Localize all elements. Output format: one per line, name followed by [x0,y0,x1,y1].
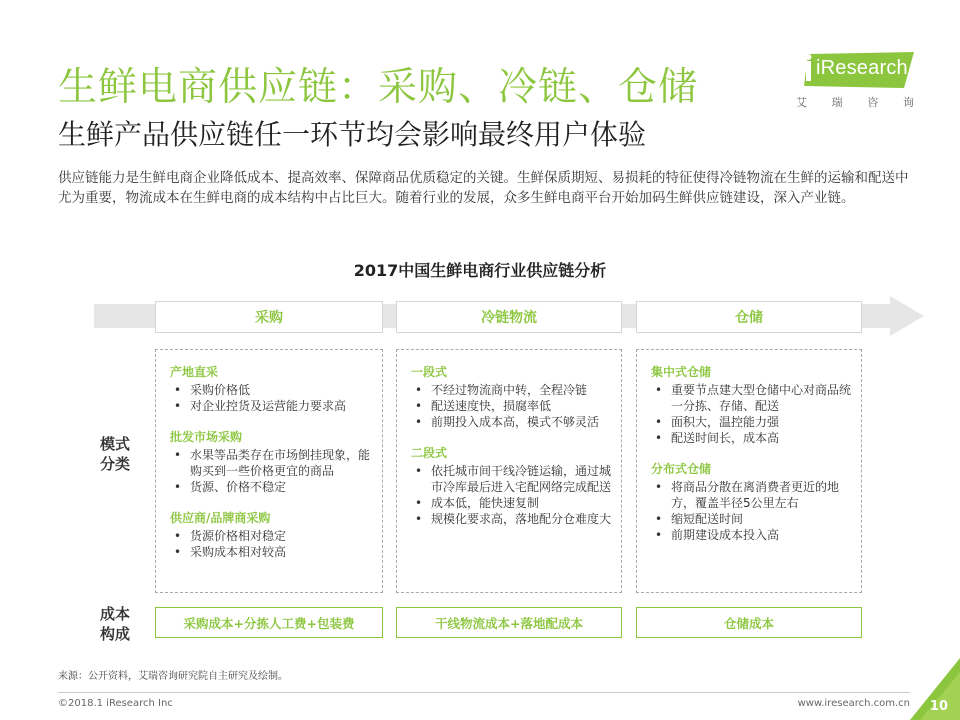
section-title: 集中式仓储 [651,365,712,379]
row-label-mode-line: 模式 [99,435,130,453]
mode-box-procurement [155,349,383,593]
logo-brand-text: iResearch [816,57,908,79]
logo-sub-char: 询 [902,96,914,109]
list-item: • 采购价格低 [170,382,374,398]
section-title: 一段式 [411,365,448,379]
section-title: 产地直采 [170,365,219,379]
mode-box-cold-chain [396,349,622,593]
bullet-list [170,382,374,414]
bullet-list [411,382,613,430]
section-title: 批发市场采购 [170,430,243,444]
intro-paragraph: 供应链能力是生鲜电商企业降低成本、提高效率、保障商品优质稳定的关键。生鲜保质期短、易损耗的特征使得冷链物流在生鲜的运输和配送中尤为重要，物流成本在生鲜电商的成本结构中占比巨大。随着行业的发展，众多生鲜电商平台开始加码生鲜供应链建设，深入产业链。 [58,170,909,206]
list-item: • 成本低，能快速复制 [411,495,613,511]
cost-box-warehousing: 仓储成本 [636,607,862,638]
list-item: • 货源价格相对稳定 [170,528,374,544]
row-label-mode-line: 分类 [99,455,130,473]
row-label-cost-line: 构成 [99,625,130,643]
column-header-cold-chain: 冷链物流 [396,301,622,333]
source-note: 来源：公开资料，艾瑞咨询研究院自主研究及绘制。 [58,671,288,682]
mode-box-warehousing [636,349,862,593]
page-title: 生鲜电商供应链：采购、冷链、仓储 [58,65,699,110]
bullet-list [170,528,374,560]
copyright-text: ©2018.1 iResearch Inc [58,698,173,709]
logo-sub-char: 瑞 [831,96,843,109]
section-title: 分布式仓储 [651,462,712,476]
cost-box-cold-chain: 干线物流成本+落地配成本 [396,607,622,638]
list-item: • 采购成本相对较高 [170,544,374,560]
logo-subtitle [796,94,914,110]
list-item: • 前期投入成本高，模式不够灵活 [411,414,613,430]
section-title: 供应商/品牌商采购 [170,511,271,525]
logo-sub-char: 咨 [867,96,879,109]
page-number: 10 [929,699,948,714]
bullet-list [170,447,374,495]
section-title: 二段式 [411,446,448,460]
list-item: • 不经过物流商中转，全程冷链 [411,382,613,398]
bullet-list [411,463,613,527]
bullet-list [651,479,853,543]
row-label-cost [94,604,136,644]
list-item: • 面积大，温控能力强 [651,414,853,430]
chart-title: 2017中国生鲜电商行业供应链分析 [353,261,607,280]
row-label-cost-line: 成本 [99,605,130,623]
page-subtitle: 生鲜产品供应链任一环节均会影响最终用户体验 [58,118,647,151]
list-item: • 前期建设成本投入高 [651,527,853,543]
list-item: • 规模化要求高，落地配分仓难度大 [411,511,613,527]
list-item: • 重要节点建大型仓储中心对商品统一分拣、存储、配送 [651,382,853,414]
list-item: • 货源、价格不稳定 [170,479,374,495]
list-item: • 依托城市间干线冷链运输，通过城市冷库最后进入宅配网络完成配送 [411,463,613,495]
list-item: • 水果等品类存在市场倒挂现象，能购买到一些价格更宜的商品 [170,447,374,479]
iresearch-logo [794,52,914,112]
list-item: • 缩短配送时间 [651,511,853,527]
row-label-mode [94,434,136,474]
column-header-procurement: 采购 [155,301,383,333]
cost-box-procurement: 采购成本+分拣人工费+包装费 [155,607,383,638]
logo-sub-char: 艾 [796,96,807,109]
column-header-warehousing: 仓储 [636,301,862,333]
bullet-list [651,382,853,446]
list-item: • 将商品分散在离消费者更近的地方，覆盖半径5公里左右 [651,479,853,511]
list-item: • 配送时间长，成本高 [651,430,853,446]
list-item: • 对企业控货及运营能力要求高 [170,398,374,414]
website-link[interactable]: www.iresearch.com.cn [797,698,910,709]
list-item: • 配送速度快，损腐率低 [411,398,613,414]
footer-divider [58,692,910,693]
